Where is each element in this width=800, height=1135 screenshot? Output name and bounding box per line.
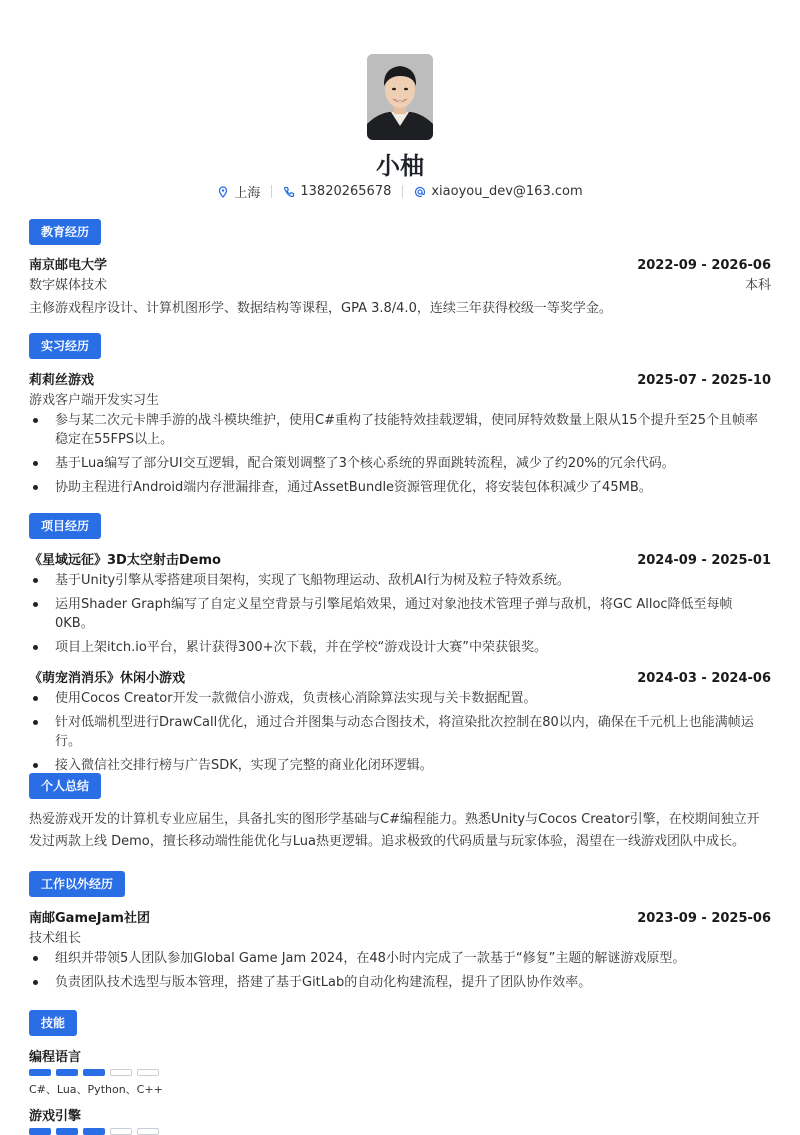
section-title: 教育经历 bbox=[29, 219, 101, 245]
list-item: 基于Unity引擎从零搭建项目架构，实现了飞船物理运动、敌机AI行为树及粒子特效系统。 bbox=[29, 571, 771, 590]
list-item: 接入微信社交排行榜与广告SDK，实现了完整的商业化闭环逻辑。 bbox=[29, 756, 771, 775]
internship-header bbox=[29, 369, 771, 388]
extra-role: 技术组长 bbox=[29, 931, 82, 946]
summary-section bbox=[29, 773, 771, 853]
candidate-name: 小柚 bbox=[376, 152, 424, 180]
school-name: 南京邮电大学 bbox=[29, 258, 108, 273]
phone-text: 13820265678 bbox=[300, 184, 392, 199]
skill-bar-filled bbox=[83, 1128, 105, 1135]
skill-bar-empty bbox=[137, 1128, 159, 1135]
company-name: 莉莉丝游戏 bbox=[29, 373, 95, 388]
internship-bullets bbox=[29, 411, 771, 497]
phone-icon bbox=[283, 186, 295, 198]
projects-section bbox=[29, 513, 771, 780]
skill-bar-filled bbox=[29, 1069, 51, 1076]
education-subrow bbox=[29, 274, 771, 293]
section-title: 工作以外经历 bbox=[29, 871, 125, 897]
skills-section bbox=[29, 1010, 771, 1135]
section-title: 项目经历 bbox=[29, 513, 101, 539]
project-bullets bbox=[29, 689, 771, 775]
education-header bbox=[29, 254, 771, 273]
extra-bullets bbox=[29, 949, 771, 992]
list-item: 运用Shader Graph编写了自定义星空背景与引擎尾焰效果，通过对象池技术管理子弹与敌机，将GC Alloc降低至每帧0KB。 bbox=[29, 595, 771, 633]
list-item: 参与某二次元卡牌手游的战斗模块维护，使用C#重构了技能特效挂载逻辑，使同屏特效数量上限从15个提升至25个且帧率稳定在55FPS以上。 bbox=[29, 411, 771, 449]
divider bbox=[271, 185, 272, 198]
project-name: 《星域远征》3D太空射击Demo bbox=[29, 553, 221, 568]
location-pin-icon bbox=[217, 186, 229, 198]
organization-name: 南邮GameJam社团 bbox=[29, 911, 150, 926]
skill-text: C#、Lua、Python、C++ bbox=[29, 1083, 163, 1096]
location-text: 上海 bbox=[234, 186, 261, 201]
skill-group bbox=[29, 1046, 771, 1097]
list-item: 协助主程进行Android端内存泄漏排查，通过AssetBundle资源管理优化，将安装包体积减少了45MB。 bbox=[29, 478, 771, 497]
project-bullets bbox=[29, 571, 771, 657]
education-period: 2022-09 - 2026-06 bbox=[637, 258, 771, 273]
education-section bbox=[29, 219, 771, 320]
section-title: 实习经历 bbox=[29, 333, 101, 359]
section-title: 技能 bbox=[29, 1010, 77, 1036]
list-item: 组织并带领5人团队参加Global Game Jam 2024，在48小时内完成了一款基于“修复”主题的解谜游戏原型。 bbox=[29, 949, 771, 968]
extra-experience-section bbox=[29, 871, 771, 997]
extra-period: 2023-09 - 2025-06 bbox=[637, 911, 771, 926]
contact-phone bbox=[283, 184, 391, 199]
internship-period: 2025-07 - 2025-10 bbox=[637, 373, 771, 388]
education-description: 主修游戏程序设计、计算机图形学、数据结构等课程，GPA 3.8/4.0，连续三年获得校级一等奖学金。 bbox=[29, 301, 612, 316]
list-item: 针对低端机型进行DrawCall优化，通过合并图集与动态合图技术，将渲染批次控制在80以内，确保在千元机上也能满帧运行。 bbox=[29, 713, 771, 751]
contact-email[interactable] bbox=[414, 184, 582, 199]
skill-level-bars bbox=[29, 1128, 771, 1135]
summary-text: 热爱游戏开发的计算机专业应届生，具备扎实的图形学基础与C#编程能力。熟悉Unity与Cocos Creator引擎，在校期间独立开发过两款上线 Demo，擅长移动端性能优化与Lua热更逻辑。追求极致的代码质量与玩家体验，渴望在一线游戏团队中成长。 bbox=[29, 812, 760, 849]
project-period: 2024-09 - 2025-01 bbox=[637, 553, 771, 568]
project-period: 2024-03 - 2024-06 bbox=[637, 671, 771, 686]
major: 数字媒体技术 bbox=[29, 278, 108, 293]
skill-group bbox=[29, 1105, 771, 1135]
skill-label: 游戏引擎 bbox=[29, 1109, 82, 1124]
skill-bar-empty bbox=[110, 1128, 132, 1135]
skill-bar-filled bbox=[56, 1128, 78, 1135]
divider bbox=[402, 185, 403, 198]
internship-section bbox=[29, 333, 771, 502]
skill-bar-filled bbox=[83, 1069, 105, 1076]
skill-level-bars bbox=[29, 1069, 771, 1076]
list-item: 基于Lua编写了部分UI交互逻辑，配合策划调整了3个核心系统的界面跳转流程，减少了约20%的冗余代码。 bbox=[29, 454, 771, 473]
section-title: 个人总结 bbox=[29, 773, 101, 799]
degree: 本科 bbox=[744, 278, 771, 293]
contact-location bbox=[217, 182, 260, 201]
list-item: 项目上架itch.io平台，累计获得300+次下载，并在学校“游戏设计大赛”中荣获银奖。 bbox=[29, 638, 771, 657]
project-header bbox=[29, 667, 771, 686]
email-text[interactable]: xiaoyou_dev@163.com bbox=[431, 184, 583, 199]
contact-bar bbox=[0, 182, 800, 201]
internship-role: 游戏客户端开发实习生 bbox=[29, 393, 160, 408]
list-item: 负责团队技术选型与版本管理，搭建了基于GitLab的自动化构建流程，提升了团队协作效率。 bbox=[29, 973, 771, 992]
skill-bar-filled bbox=[29, 1128, 51, 1135]
skill-bar-empty bbox=[110, 1069, 132, 1076]
project-name: 《萌宠消消乐》休闲小游戏 bbox=[29, 671, 186, 686]
skill-label: 编程语言 bbox=[29, 1050, 82, 1065]
skill-bar-filled bbox=[56, 1069, 78, 1076]
project-header bbox=[29, 549, 771, 568]
extra-header bbox=[29, 907, 771, 926]
skill-bar-empty bbox=[137, 1069, 159, 1076]
at-sign-icon bbox=[414, 186, 426, 198]
list-item: 使用Cocos Creator开发一款微信小游戏，负责核心消除算法实现与关卡数据配置。 bbox=[29, 689, 771, 708]
avatar bbox=[367, 54, 433, 140]
